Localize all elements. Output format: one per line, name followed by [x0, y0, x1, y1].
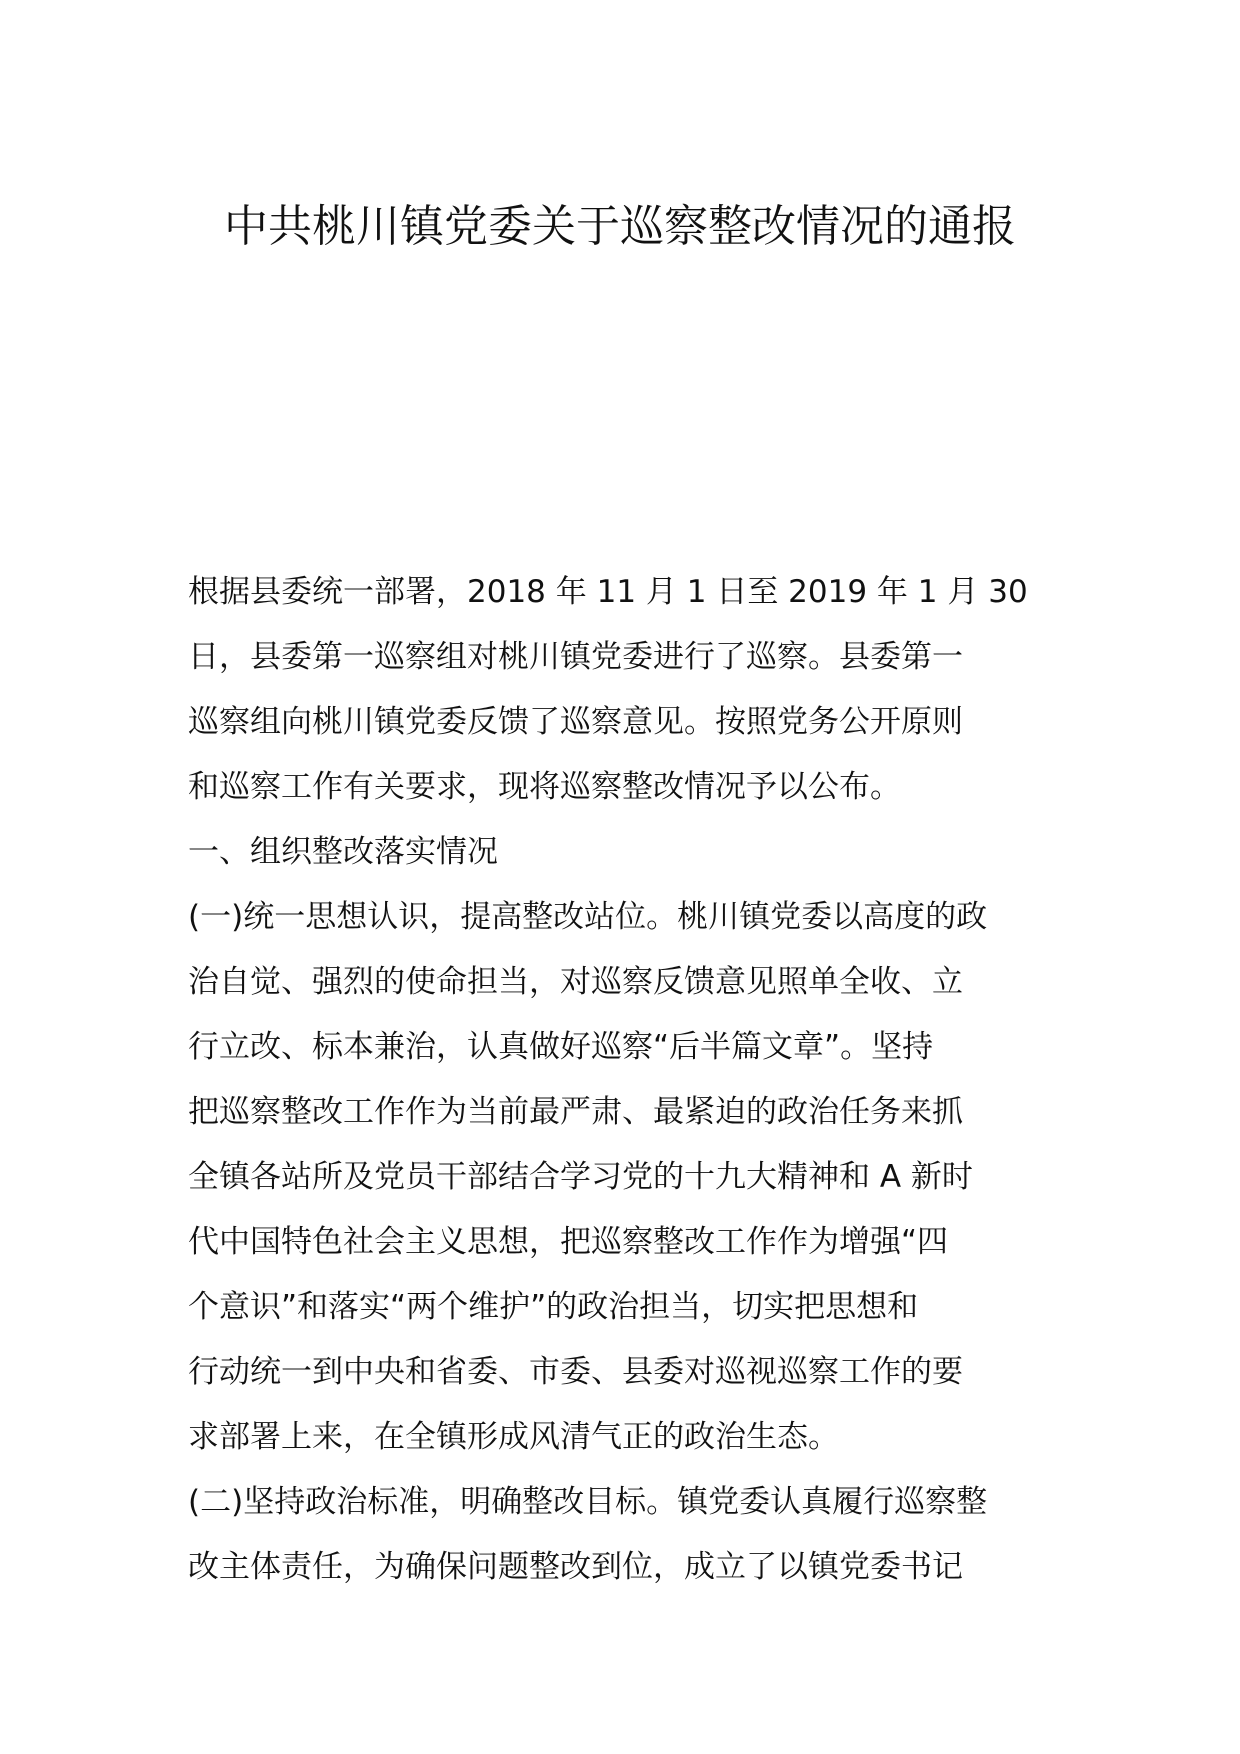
body-line: 和巡察工作有关要求，现将巡察整改情况予以公布。: [188, 769, 901, 805]
section-heading: 一、组织整改落实情况: [188, 834, 498, 870]
document-title: 中共桃川镇党委关于巡察整改情况的通报: [224, 201, 1016, 253]
body-line: 巡察组向桃川镇党委反馈了巡察意见。按照党务公开原则: [188, 704, 963, 740]
body-line: 治自觉、强烈的使命担当，对巡察反馈意见照单全收、立: [188, 964, 963, 1000]
body-line: 日，县委第一巡察组对桃川镇党委进行了巡察。县委第一: [188, 639, 963, 675]
body-line: (二)坚持政治标准，明确整改目标。镇党委认真履行巡察整: [188, 1484, 988, 1520]
body-line: 代中国特色社会主义思想，把巡察整改工作作为增强“四: [188, 1224, 949, 1260]
body-line: 个意识”和落实“两个维护”的政治担当，切实把思想和: [188, 1289, 919, 1325]
body-line: 行立改、标本兼治，认真做好巡察“后半篇文章”。坚持: [188, 1029, 934, 1065]
body-line: 改主体责任，为确保问题整改到位，成立了以镇党委书记: [188, 1549, 963, 1585]
body-line: 求部署上来，在全镇形成风清气正的政治生态。: [188, 1419, 839, 1455]
body-line: (一)统一思想认识，提高整改站位。桃川镇党委以高度的政: [188, 899, 988, 935]
body-line: 根据县委统一部署，2018 年 11 月 1 日至 2019 年 1 月 30: [188, 574, 1028, 610]
body-line: 全镇各站所及党员干部结合学习党的十九大精神和 A 新时: [188, 1159, 973, 1195]
body-line: 把巡察整改工作作为当前最严肃、最紧迫的政治任务来抓: [188, 1094, 963, 1130]
document-body: [188, 560, 1058, 1600]
body-line: 行动统一到中央和省委、市委、县委对巡视巡察工作的要: [188, 1354, 963, 1390]
